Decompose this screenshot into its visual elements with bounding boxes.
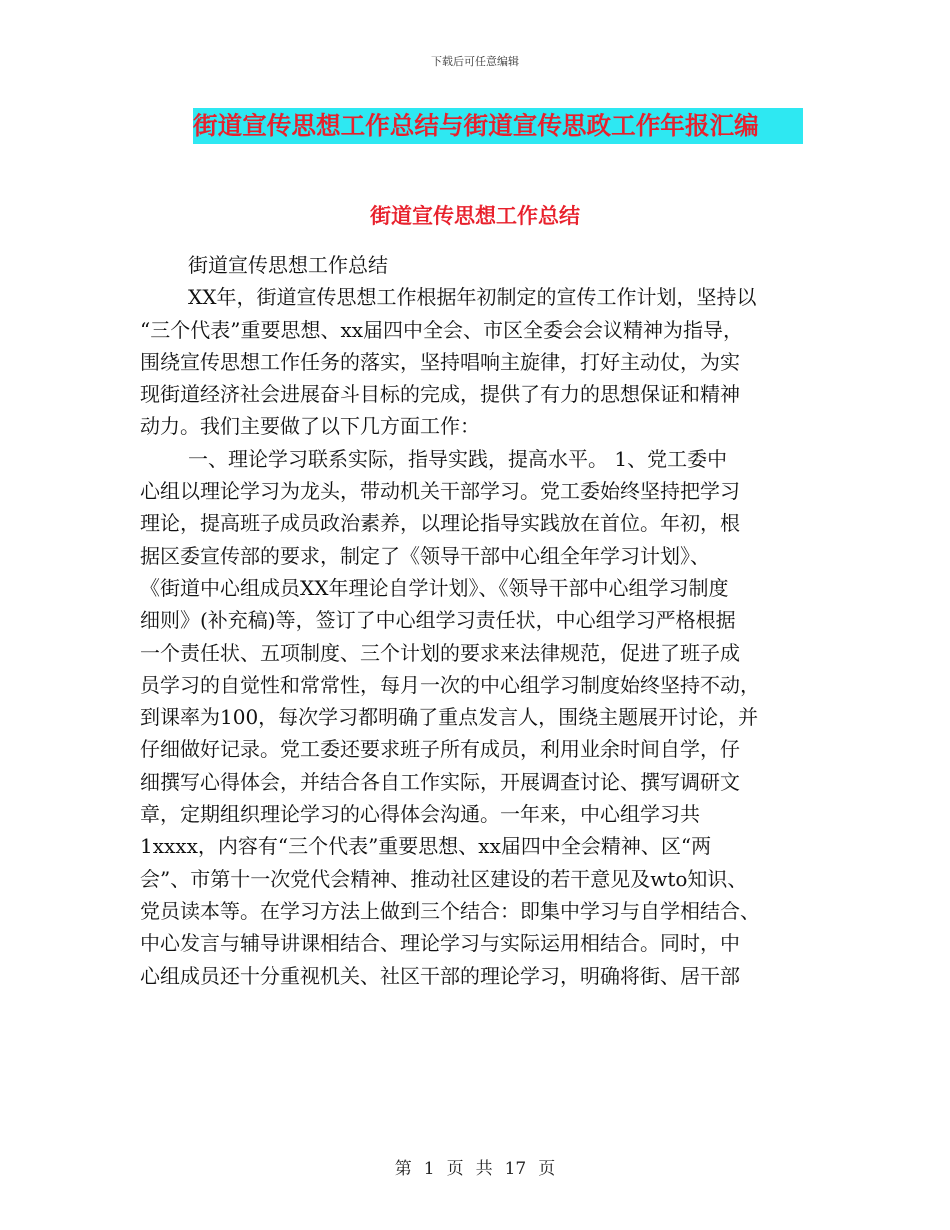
page-label-prefix: 第 — [394, 1159, 412, 1179]
body-line: 细撰写心得体会，并结合各自工作实际，开展调查讨论、撰写调研文 — [140, 769, 740, 794]
section-title: 街道宣传思想工作总结 — [370, 204, 580, 228]
total-pages: 17 — [504, 1159, 527, 1179]
body-line: 员学习的自觉性和常常性，每月一次的中心组学习制度始终坚持不动， — [140, 672, 760, 697]
body-line: 《街道中心组成员XX年理论自学计划》、《领导干部中心组学习制度 — [140, 575, 729, 600]
body-line: 仔细做好记录。党工委还要求班子所有成员，利用业余时间自学，仔 — [140, 737, 740, 762]
body-line: 理论，提高班子成员政治素养，以理论指导实践放在首位。年初，根 — [140, 511, 740, 536]
body-line: 会”、市第十一次党代会精神、推动社区建设的若干意见及wto知识、 — [140, 866, 748, 891]
page-header-note: 下载后可任意编辑 — [431, 55, 519, 68]
body-line: “三个代表”重要思想、xx届四中全会、市区全委会会议精神为指导， — [140, 317, 744, 342]
body-line: XX年，街道宣传思想工作根据年初制定的宣传工作计划，坚持以 — [188, 285, 757, 310]
body-line: 章，定期组织理论学习的心得体会沟通。一年来，中心组学习共 — [140, 802, 700, 827]
document-title: 街道宣传思想工作总结与街道宣传思政工作年报汇编 — [193, 111, 759, 140]
body-line: 心组成员还十分重视机关、社区干部的理论学习，明确将街、居干部 — [140, 963, 740, 988]
body-line: 中心发言与辅导讲课相结合、理论学习与实际运用相结合。同时，中 — [140, 931, 740, 956]
body-line: 围绕宣传思想工作任务的落实，坚持唱响主旋律，打好主动仗，为实 — [140, 349, 740, 374]
body-line: 心组以理论学习为龙头，带动机关干部学习。党工委始终坚持把学习 — [140, 479, 740, 504]
body-line: 街道宣传思想工作总结 — [188, 253, 388, 277]
body-line: 细则》(补充稿)等，签订了中心组学习责任状，中心组学习严格根据 — [140, 608, 736, 633]
total-prefix: 共 — [475, 1159, 493, 1179]
page-number: 1 — [423, 1159, 435, 1179]
body-line: 一、理论学习联系实际，指导实践，提高水平。 1、党工委中 — [188, 446, 728, 471]
body-line: 据区委宣传部的要求，制定了《领导干部中心组全年学习计划》、 — [140, 543, 710, 568]
body-line: 到课率为100，每次学习都明确了重点发言人，围绕主题展开讨论，并 — [140, 705, 759, 730]
total-suffix: 页 — [538, 1159, 556, 1179]
document-title-highlight — [193, 108, 803, 144]
body-line: 现街道经济社会进展奋斗目标的完成，提供了有力的思想保证和精神 — [140, 382, 740, 407]
body-line: 动力。我们主要做了以下几方面工作： — [140, 414, 480, 439]
document-body — [140, 249, 810, 992]
body-line: 一个责任状、五项制度、三个计划的要求来法律规范，促进了班子成 — [140, 640, 740, 665]
body-line: 1xxxx，内容有“三个代表”重要思想、xx届四中全会精神、区“两 — [140, 834, 712, 859]
body-line: 党员读本等。在学习方法上做到三个结合：即集中学习与自学相结合、 — [140, 898, 760, 923]
page-label-mid: 页 — [446, 1159, 464, 1179]
page-footer — [0, 1154, 950, 1179]
